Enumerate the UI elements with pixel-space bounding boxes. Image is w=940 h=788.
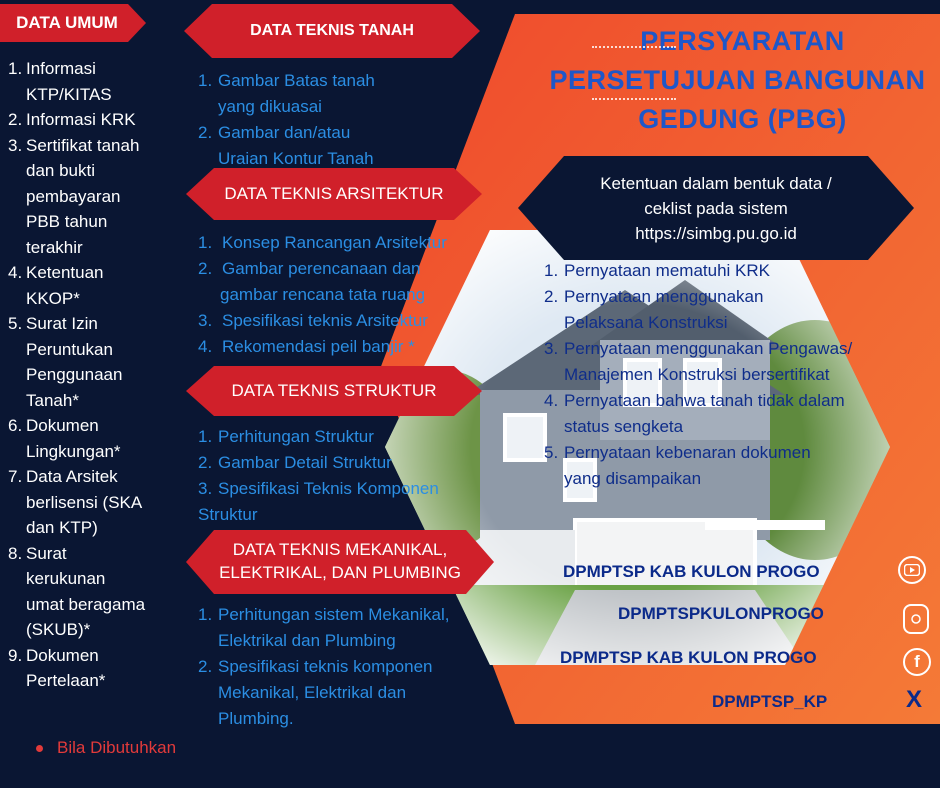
list-item (8, 541, 183, 643)
list-item-text: Ketentuan (26, 263, 104, 282)
teknis-arsitektur-list (198, 230, 488, 360)
list-item-text: Spesifikasi teknis komponen (218, 657, 433, 676)
facebook-handle[interactable]: DPMPTSP KAB KULON PROGO (560, 648, 817, 667)
title-line-3: GEDUNG (PBG) (638, 104, 847, 134)
list-item (198, 68, 438, 120)
list-item-number: 4. (8, 263, 23, 282)
list-item-text: Pertelaan* (26, 671, 106, 690)
list-item-number: 2. (8, 110, 23, 129)
list-item (198, 334, 488, 360)
list-item-text: umat beragama (26, 594, 146, 614)
list-item-text: Peruntukan (26, 339, 113, 359)
list-item (198, 120, 438, 172)
list-item-number: 2. (544, 287, 559, 306)
x-handle[interactable]: DPMPTSP_KP (712, 692, 828, 711)
list-item-number: 9. (8, 645, 23, 665)
list-item-text: kerukunan (26, 569, 106, 588)
list-item-number: 2. (198, 123, 213, 142)
youtube-handle[interactable]: DPMPTSP KAB KULON PROGO (563, 562, 820, 581)
list-item-text: yang dikuasai (218, 97, 322, 116)
list-item-number: 6. (8, 416, 23, 435)
list-item (8, 311, 183, 413)
list-item-text: Pernyataan menggunakan Pengawas/ (564, 339, 853, 358)
list-item-text: Perhitungan Struktur (218, 427, 374, 446)
list-item-number: 1. (198, 233, 213, 252)
teknis-struktur-label: DATA TEKNIS STRUKTUR (231, 380, 437, 400)
list-item-number: 3. (544, 339, 559, 358)
list-item-number: 1. (198, 605, 213, 624)
title-line-2: PERSETUJUAN BANGUNAN (549, 65, 926, 95)
list-item (8, 643, 183, 694)
list-item-number: 3. (8, 135, 23, 155)
list-item (198, 230, 488, 256)
teknis-mep-label-2: ELEKTRIKAL, DAN PLUMBING (219, 563, 461, 582)
footnote (36, 738, 176, 758)
list-item-text: Sertifikat tanah (26, 135, 140, 155)
list-item-text: KTP/KITAS (26, 84, 112, 104)
list-item-number: 3. (198, 479, 213, 498)
list-item-text: Manajemen Konstruksi bersertifikat (564, 365, 830, 384)
list-item-text: Gambar Detail Struktur (218, 453, 392, 472)
list-item-text: Informasi (26, 59, 96, 78)
list-item (544, 440, 914, 492)
list-item-text: pembayaran (26, 186, 121, 206)
list-item (198, 476, 488, 528)
list-item-text: gambar rencana tata ruang (220, 285, 426, 304)
ketentuan-line-2: ceklist pada sistem (644, 198, 788, 218)
list-item-text: KKOP* (26, 288, 80, 308)
title-line-1: PERSYARATAN (640, 26, 845, 56)
instagram-icon[interactable] (903, 604, 929, 634)
list-item-number: 1. (544, 261, 559, 280)
list-item-text: Pernyataan mematuhi KRK (564, 261, 770, 280)
list-item-text: Pernyataan bahwa tanah tidak dalam (564, 391, 845, 410)
list-item-text: (SKUB)* (26, 620, 91, 639)
title-dots-decoration (592, 46, 676, 54)
list-item-text: Data Arsitek (26, 467, 118, 486)
list-item (198, 602, 493, 654)
list-item (198, 654, 493, 732)
list-item-text: Gambar Batas tanah (218, 71, 375, 90)
list-item-number: 1. (198, 71, 213, 90)
teknis-mep-ribbon (186, 530, 494, 594)
teknis-tanah-list (198, 68, 438, 172)
teknis-struktur-ribbon (186, 366, 482, 416)
list-item (8, 133, 183, 261)
list-item-text: Plumbing. (218, 709, 294, 728)
list-item (198, 450, 488, 476)
list-item-text: Uraian Kontur Tanah (218, 149, 374, 168)
teknis-tanah-label: DATA TEKNIS TANAH (250, 22, 414, 40)
ketentuan-box (518, 156, 914, 260)
list-item-text: dan KTP) (26, 518, 98, 537)
list-item-number: 7. (8, 467, 23, 486)
list-item-number: 2. (198, 259, 213, 278)
list-item-text: berlisensi (SKA (26, 492, 143, 512)
list-item (8, 413, 183, 464)
list-item-text: Spesifikasi Teknis Komponen (218, 479, 439, 498)
ketentuan-url[interactable]: https://simbg.pu.go.id (635, 223, 797, 243)
teknis-arsitektur-ribbon (186, 168, 482, 220)
teknis-tanah-ribbon (184, 4, 480, 58)
data-umum-list (8, 56, 183, 694)
teknis-mep-label-1: DATA TEKNIS MEKANIKAL, (232, 540, 448, 560)
list-item-text: Rekomendasi peil banjir * (222, 337, 415, 356)
list-item-text: Surat Izin (26, 314, 98, 333)
list-item-text: Surat (26, 543, 67, 563)
list-item-text: dan bukti (26, 161, 95, 180)
list-item-number: 5. (544, 443, 559, 462)
list-item-text: Elektrikal dan Plumbing (218, 631, 396, 650)
list-item-text: Gambar dan/atau (218, 123, 351, 142)
teknis-struktur-list (198, 424, 488, 528)
bullet-icon (36, 745, 43, 752)
list-item-number: 2. (198, 453, 213, 472)
list-item-text: Dokumen (26, 416, 99, 435)
list-item-text: Konsep Rancangan Arsitektur (222, 233, 447, 252)
instagram-handle[interactable]: DPMPTSPKULONPROGO (618, 604, 824, 623)
ketentuan-line-1: Ketentuan dalam bentuk data / (600, 173, 832, 193)
title-dots-decoration-2 (592, 98, 676, 106)
list-item-number: 1. (198, 427, 213, 446)
list-item (8, 464, 183, 541)
list-item (8, 260, 183, 311)
data-umum-label: DATA UMUM (16, 12, 118, 32)
list-item-text: Gambar perencanaan dan (222, 259, 421, 278)
list-item (198, 308, 488, 334)
list-item (198, 424, 488, 450)
list-item-text: Spesifikasi teknis Arsitektur (222, 311, 428, 330)
page-title (549, 22, 930, 139)
list-item-number: 3. (198, 311, 213, 330)
facebook-icon[interactable]: f (903, 648, 931, 676)
x-icon[interactable]: X (906, 686, 923, 713)
list-item-number: 2. (198, 657, 213, 676)
list-item-text: Tanah* (26, 390, 79, 410)
list-item-number: 4. (198, 337, 213, 356)
data-umum-ribbon (0, 4, 146, 42)
list-item-text: Perhitungan sistem Mekanikal, (218, 605, 450, 624)
list-item-number: 5. (8, 314, 23, 333)
list-item (8, 56, 183, 107)
list-item (8, 107, 183, 133)
youtube-icon[interactable] (898, 556, 926, 584)
list-item-number: 8. (8, 543, 23, 563)
list-item-text: Dokumen (26, 645, 99, 665)
list-item (544, 284, 914, 336)
list-item (198, 256, 488, 308)
list-item-text: yang disampaikan (564, 469, 702, 488)
list-item (544, 336, 914, 388)
list-item-text: Pernyataan menggunakan (564, 287, 764, 306)
teknis-arsitektur-label: DATA TEKNIS ARSITEKTUR (224, 183, 444, 203)
list-item-text: Struktur (198, 505, 258, 524)
list-item-text: terakhir (26, 237, 83, 257)
list-item-text: Informasi KRK (26, 110, 136, 129)
list-item (544, 258, 914, 284)
list-item-text: PBB tahun (26, 212, 108, 231)
list-item-text: Mekanikal, Elektrikal dan (218, 683, 407, 702)
list-item-text: status sengketa (564, 417, 684, 436)
footnote-text: Bila Dibutuhkan (57, 738, 177, 757)
list-item-text: Penggunaan (26, 365, 123, 384)
list-item-text: Pernyataan kebenaran dokumen (564, 443, 811, 462)
list-item (544, 388, 914, 440)
list-item-text: Lingkungan* (26, 441, 121, 461)
list-item-text: Pelaksana Konstruksi (564, 313, 728, 332)
ketentuan-list (544, 258, 914, 492)
list-item-number: 4. (544, 391, 559, 410)
list-item-number: 1. (8, 59, 23, 78)
teknis-mep-list (198, 602, 493, 732)
